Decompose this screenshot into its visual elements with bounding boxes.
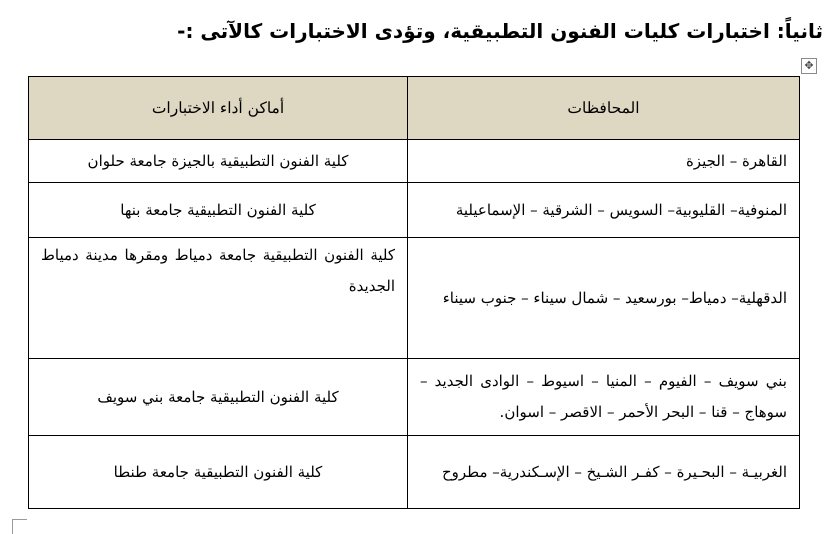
table-row [29, 436, 800, 509]
location-cell: كلية الفنون التطبيقية جامعة طنطا [29, 436, 408, 509]
location-cell: كلية الفنون التطبيقية جامعة بنها [29, 183, 408, 238]
header-governorates: المحافظات [408, 77, 800, 140]
governorates-cell: بني سويف – الفيوم – المنيا – اسيوط – الوادى الجديد – سوهاج – قنا – البحر الأحمر – الاقصر – اسوان. [408, 359, 800, 436]
section-heading: ثانياً: اختبارات كليات الفنون التطبيقية، وتؤدى الاختبارات كالآتى :- [177, 19, 823, 43]
governorates-cell: الغربيـة – البحـيرة – كفـر الشـيخ – الإسـكندرية– مطروح [408, 436, 800, 509]
governorates-cell: القاهرة – الجيزة [408, 140, 800, 183]
governorates-cell: المنوفية– القليوبية– السويس – الشرقية – الإسماعيلية [408, 183, 800, 238]
location-cell: كلية الفنون التطبيقية جامعة بني سويف [29, 359, 408, 436]
table-row [29, 183, 800, 238]
exam-locations-table [28, 76, 800, 509]
header-locations: أماكن أداء الاختبارات [29, 77, 408, 140]
move-cross-icon[interactable]: ✥ [801, 58, 817, 74]
table-row [29, 238, 800, 359]
location-cell: كلية الفنون التطبيقية جامعة دمياط ومقرها مدينة دمياط الجديدة [29, 238, 408, 359]
table-header-row [29, 77, 800, 140]
table-row [29, 359, 800, 436]
governorates-cell: الدقهلية– دمياط– بورسعيد – شمال سيناء – جنوب سيناء [408, 238, 800, 359]
table-row [29, 140, 800, 183]
location-cell: كلية الفنون التطبيقية بالجيزة جامعة حلوان [29, 140, 408, 183]
